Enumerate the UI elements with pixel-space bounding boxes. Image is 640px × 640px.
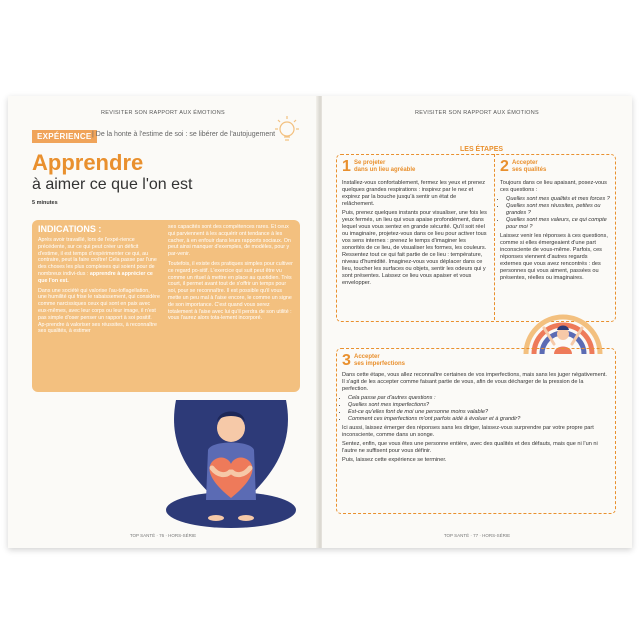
page-title: Apprendre <box>32 150 144 175</box>
step2-number: 2 <box>500 158 509 175</box>
step3-paragraph-2: Ici aussi, laissez émerger des réponses sans les diriger, laissez-vous surprendre par votre propre part inconsciente, comme dans un songe. <box>342 425 594 438</box>
page-subtitle: à aimer ce que l'on est <box>32 176 193 193</box>
step3-paragraph-1: Dans cette étape, vous allez reconnaître certaines de vos imperfections, mais sans les juger négativement. Il s'agit de les accepter comme faisant partie de vous, afin de vous décharger de la pression de la perfection. <box>342 372 607 392</box>
step2-paragraph-2: Laissez venir les réponses à ces questions, comme si elles émergeaient d'une part inconsciente de vous-même. Parfois, ces réponses viennent d'autres regards externes que vous avez rencontrés : des personnes qui vous aiment, passées ou présentes, réelles ou imaginaires. <box>500 233 608 281</box>
step2-question-2: • Quelles sont mes réussites, petites ou grandes ? <box>506 203 610 217</box>
left-page <box>8 96 318 548</box>
woman-hugging-heart-illustration <box>156 390 306 530</box>
indications-title: INDICATIONS : <box>38 224 102 234</box>
step3-title-b: ses imperfections <box>354 361 406 367</box>
running-head-right: REVISITER SON RAPPORT AUX ÉMOTIONS <box>415 110 539 116</box>
experience-subtitle-text: De la honte à l'estime de soi : se libérer de l'autojugement <box>95 131 276 138</box>
step3-paragraph-3: Sentez, enfin, que vous êtes une personne entière, avec des qualités et des défauts, mais que ni l'un ni l'autre ne suffisent pour vous définir. <box>342 441 598 454</box>
step2-paragraph-1: Toujours dans ce lieu apaisant, posez-vous ces questions : <box>500 180 607 193</box>
step3-title-a: Accepter <box>354 354 380 360</box>
step1-title-a: Se projeter <box>354 160 386 166</box>
step3-questions <box>342 395 608 423</box>
step3-title <box>354 354 405 368</box>
step3-paragraph-4: Puis, laissez cette expérience se terminer. <box>342 457 447 463</box>
step3-text <box>342 372 608 466</box>
indications-column-1 <box>38 237 160 338</box>
step2-question-3: • Quelles sont mes valeurs, ce qui compte pour moi ? <box>506 217 610 231</box>
step1-paragraph-1: Installez-vous confortablement, fermez les yeux et prenez quelques grandes respirations : inspirez par le nez et expirez par la bouche jusqu'à sentir un état de relâchement. <box>342 180 486 207</box>
step2-text <box>500 180 610 284</box>
step3-question-1: • Quelles sont mes imperfections? <box>348 402 608 409</box>
step2-title-b: ses qualités <box>512 167 547 173</box>
step1-number: 1 <box>342 158 351 175</box>
folio-left: TOP SANTÉ · 76 · HORS-SÉRIE <box>129 533 197 538</box>
step3-question-2: • Est-ce qu'elles font de moi une personne moins valable? <box>348 409 608 416</box>
col1-paragraph-1: Après avoir travaillé, lors de l'expé-rience précédente, sur ce qui peut créer un déficit d'estime, il est temps d'expérimenter ce qui, au contraire, peut la faire croître! Cela passe par l'une des choses les plus complexes qui soient pour de nombreux indivi-dus : <box>38 237 157 277</box>
step2-title <box>512 160 546 174</box>
experience-subtitle: | De la honte à l'estime de soi : se libérer de l'autojugement <box>92 131 276 138</box>
col2-paragraph-1: ses capacités sont des compétences rares. Et ceux qui parviennent à les acquérir ont tendance à les cacher, à en enfouir dans leurs rapports sociaux. On peut ainsi manquer d'exemples, de modèles, pour y par-venir. <box>168 224 291 258</box>
step3-question-3: • Comment ces imperfections m'ont parfois aidé à évoluer et à grandir? <box>348 416 608 423</box>
step2-question-1: • Quelles sont mes qualités et mes forces ? <box>506 196 610 203</box>
col2-paragraph-2: Toutefois, il existe des pratiques simples pour cultiver ce regard po-sitif. L'exercice qui suit peut être vu comme un rituel à mettre en place au quotidien. Très court, il permet avant tout de s'offrir un temps pour soi, pour se reconnaître. Il est possible qu'il vous mette un peu mal à l'aise encore, le comme un signe de son importance. C'est quand vous serez totalement à l'aise avec lui qu'il perdra de son utilité : vous l'aurez alors tota-lement incorporé. <box>168 260 293 322</box>
col1-paragraph-2: Dans une société qui valorise l'au-toflagellation, une humilité qui frise le rabaissement, qui considère comme narcissiques ceux qui sont en paix avec eux-mêmes, avec leur corps ou leur image, il n'est pas simple d'oser penser un rapport à soi positif. Ap-prendre à valoriser ses réussites, à reconnaître ses qualités, à estimer <box>38 287 160 335</box>
step2-title-a: Accepter <box>512 160 538 166</box>
right-page <box>322 96 632 548</box>
step2-questions <box>500 196 610 231</box>
duration-label: 5 minutes <box>32 200 58 206</box>
step1-title <box>354 160 415 174</box>
step1-paragraph-2: Puis, prenez quelques instants pour visualiser, une fois les yeux fermés, un lieu qui vous apaise profondément, dans lequel vous vous sentez en grande sécurité. Qu'il soit réel ou imaginaire, projetez-vous dans ce lieu pour activer tous vos sens internes : prenez le temps d'imaginer les sonorités de ce lieu, de visualiser les formes, les couleurs. Ressentez tout ce qui fait partie de ce lieu : température, niveau d'humidité. Imaginez-vous vous déplacer dans ce lieu, toucher les surfaces ou objets, sentir les odeurs qui y sont présentes. Laissez ce lieu vous apaiser et vous envelopper. <box>342 210 487 286</box>
col1-highlight: apprendre à apprécier ce que l'on est. <box>38 270 153 284</box>
folio-right: TOP SANTÉ · 77 · HORS-SÉRIE <box>443 533 511 538</box>
indications-column-2 <box>168 224 294 325</box>
running-head-left: REVISITER SON RAPPORT AUX ÉMOTIONS <box>101 110 225 116</box>
experience-badge: EXPÉRIENCE <box>32 130 97 143</box>
magazine-spread <box>8 96 632 548</box>
step1-title-b: dans un lieu agréable <box>354 167 416 173</box>
step3-number: 3 <box>342 352 351 369</box>
steps-label: LES ÉTAPES <box>456 146 507 153</box>
step3-question-0: • Cela passe par d'autres questions : <box>348 395 608 402</box>
step1-text <box>342 180 490 289</box>
